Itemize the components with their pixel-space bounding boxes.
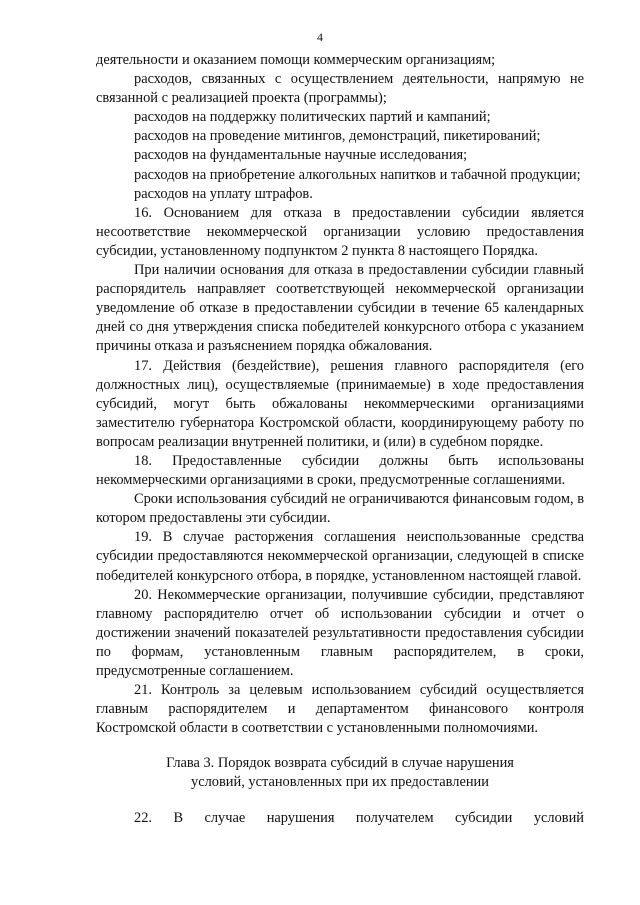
paragraph-18-terms: Сроки использования субсидий не ограничиваются финансовым годом, в котором предоставлены эти субсидии.	[96, 491, 584, 527]
paragraph-1: расходов, связанных с осуществлением деятельности, напрямую не связанной с реализацией проекта (программы);	[96, 71, 584, 107]
word: нарушения	[266, 809, 335, 826]
paragraph-6: расходов на уплату штрафов.	[134, 185, 313, 202]
paragraph-5: расходов на приобретение алкогольных напитков и табачной продукции;	[134, 166, 581, 183]
word: получателем	[355, 809, 434, 826]
word: условий	[533, 809, 584, 826]
word: В	[173, 809, 184, 826]
document-body	[96, 51, 584, 828]
chapter-heading-line-2: условий, установленных при их предоставлении	[191, 774, 489, 791]
paragraph-16: 16. Основанием для отказа в предоставлении субсидии является несоответствие некоммерческой организации условию предоставления субсидии, установленному подпунктом 2 пункта 8 настоящего Порядка.	[96, 204, 584, 259]
paragraph-17: 17. Действия (бездействие), решения главного распорядителя (его должностных лиц), осуществляемые (принимаемые) в ходе предоставления субсидий, могут быть обжалованы некоммерческими организациями заместителю губернатора Костромской области, координирующему работу по вопросам реализации внутренней политики, и (или) в судебном порядке.	[96, 357, 584, 450]
paragraph-4: расходов на фундаментальные научные исследования;	[134, 147, 468, 164]
paragraph-21: 21. Контроль за целевым использованием субсидий осуществляется главным распорядителем и департаментом финансового контроля Костромской области в соответствии с установленными полномочиями.	[96, 682, 584, 737]
paragraph-18: 18. Предоставленные субсидии должны быть использованы некоммерческими организациями в сроки, предусмотренные соглашениями.	[96, 452, 584, 489]
paragraph-3: расходов на проведение митингов, демонстраций, пикетирований;	[134, 128, 541, 145]
paragraph-2: расходов на поддержку политических партий и кампаний;	[134, 109, 491, 126]
chapter-heading	[96, 754, 584, 792]
word: субсидии	[455, 809, 513, 826]
paragraph-0: деятельности и оказанием помощи коммерческим организациям;	[96, 52, 496, 68]
word: случае	[204, 809, 246, 826]
word: 22.	[134, 809, 152, 826]
paragraph-16-refusal: При наличии основания для отказа в предоставлении субсидии главный распорядитель направляет соответствующей некоммерческой организации уведомление об отказе в предоставлении субсидии в течение 65 календарных дней со дня утверждения списка победителей конкурсного отбора с указанием причины отказа и разъяснением порядка обжалования.	[96, 262, 584, 355]
paragraph-22-first-line	[96, 809, 584, 828]
paragraph-20: 20. Некоммерческие организации, получившие субсидии, представляют главному распорядителю отчет об использовании субсидии и отчет о достижении значений показателей результативности предоставления субсидии по формам, установленным главным распорядителем, в сроки, предусмотренные соглашением.	[96, 586, 584, 679]
chapter-heading-line-1: Глава 3. Порядок возврата субсидий в случае нарушения	[166, 755, 514, 772]
paragraph-19: 19. В случае расторжения соглашения неиспользованные средства субсидии предоставляются некоммерческой организации, следующей в списке победителей конкурсного отбора, в порядке, установленном настоящей главой.	[96, 529, 584, 584]
page-number: 4	[317, 30, 323, 44]
